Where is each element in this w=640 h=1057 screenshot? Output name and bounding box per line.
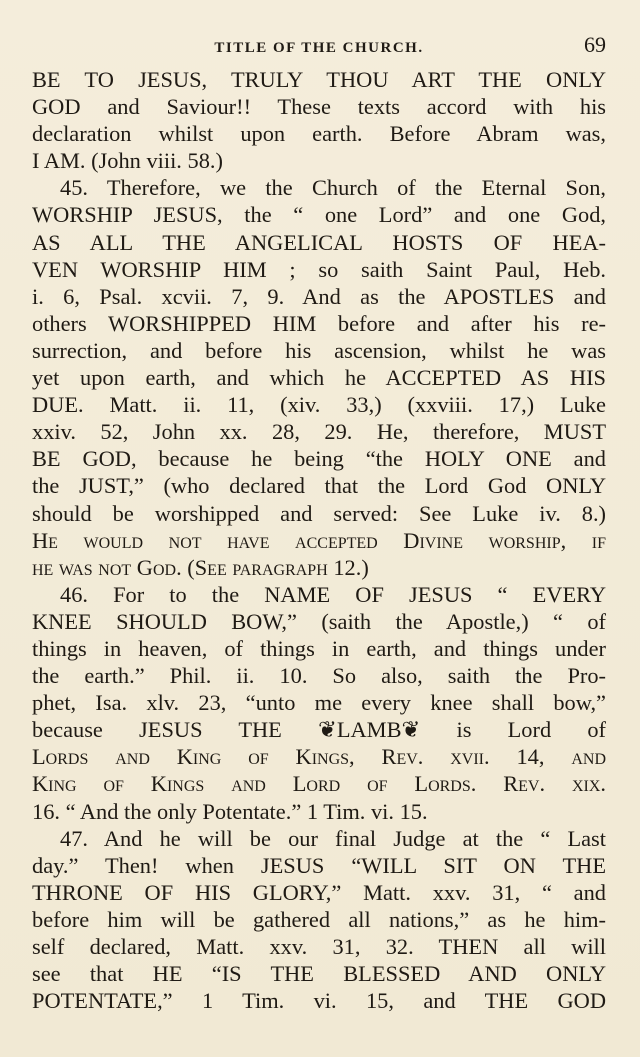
running-head — [32, 30, 606, 66]
text-line: King of Kings and Lord of Lords. Rev. xix. — [32, 771, 606, 797]
text-line: he was not God. (See paragraph 12.) — [32, 554, 369, 580]
text-line: self declared, Matt. xxv. 31, 32. THEN all will — [32, 934, 606, 959]
text-line: AS ALL THE ANGELICAL HOSTS OF HEA- — [32, 229, 606, 255]
text-line: VEN WORSHIP HIM ; so saith Saint Paul, Heb. — [32, 256, 606, 282]
text-line: BE GOD, because he being “the HOLY ONE and — [32, 446, 606, 472]
text-line: DUE. Matt. ii. 11, (xiv. 33,) (xxviii. 17,) Luke — [32, 392, 606, 418]
text-line: I AM. (John viii. 58.) — [32, 148, 223, 174]
text-line: xxiv. 52, John xx. 28, 29. He, therefore, MUST — [32, 419, 606, 445]
text-line: day.” Then! when JESUS “WILL SIT ON THE — [32, 852, 606, 878]
text-line: KNEE SHOULD BOW,” (saith the Apostle,) “ of — [32, 608, 606, 634]
text-line: POTENTATE,” 1 Tim. vi. 15, and THE GOD — [32, 988, 606, 1014]
text-line: the JUST,” (who declared that the Lord God ONLY — [32, 473, 606, 499]
paragraph-45-start: 45. Therefore, we the Church of the Eternal Son, — [60, 175, 606, 201]
text-line: surrection, and before his ascension, whilst he was — [32, 337, 606, 363]
text-line: before him will be gathered all nations,” as he him- — [32, 906, 606, 932]
text-line: GOD and Saviour!! These texts accord with his — [32, 94, 606, 120]
text-line: BE TO JESUS, TRULY THOU ART THE ONLY — [32, 67, 606, 92]
body-text — [32, 66, 606, 1014]
text-line: i. 6, Psal. xcvii. 7, 9. And as the APOSTLES and — [32, 283, 606, 309]
text-line: 16. “ And the only Potentate.” 1 Tim. vi. 15. — [32, 798, 428, 824]
text-line: see that HE “IS THE BLESSED AND ONLY — [32, 961, 606, 987]
text-line: the earth.” Phil. ii. 10. So also, saith the Pro- — [32, 663, 606, 689]
running-title: TITLE OF THE CHURCH. — [214, 40, 424, 56]
text-line: things in heaven, of things in earth, and things under — [32, 635, 606, 661]
text-line: because JESUS THE ❦LAMB❦ is Lord of — [32, 717, 606, 743]
text-line: others WORSHIPPED HIM before and after his re- — [32, 310, 606, 336]
page-number: 69 — [584, 32, 606, 57]
text-line: Lords and King of Kings, Rev. xvii. 14, and — [32, 744, 606, 770]
text-line: THRONE OF HIS GLORY,” Matt. xxv. 31, “ and — [32, 879, 606, 905]
text-line: phet, Isa. xlv. 23, “unto me every knee shall bow,” — [32, 690, 606, 716]
text-line: WORSHIP JESUS, the “ one Lord” and one God, — [32, 202, 606, 228]
text-line: He would not have accepted Divine worship, if — [32, 527, 606, 553]
paragraph-46-start: 46. For to the NAME OF JESUS “ EVERY — [60, 581, 606, 607]
paragraph-47-start: 47. And he will be our final Judge at the “ Last — [60, 825, 606, 851]
text-line: yet upon earth, and which he ACCEPTED AS HIS — [32, 365, 606, 391]
text-line: declaration whilst upon earth. Before Abram was, — [32, 121, 606, 147]
text-line: should be worshipped and served: See Luke iv. 8.) — [32, 500, 606, 526]
